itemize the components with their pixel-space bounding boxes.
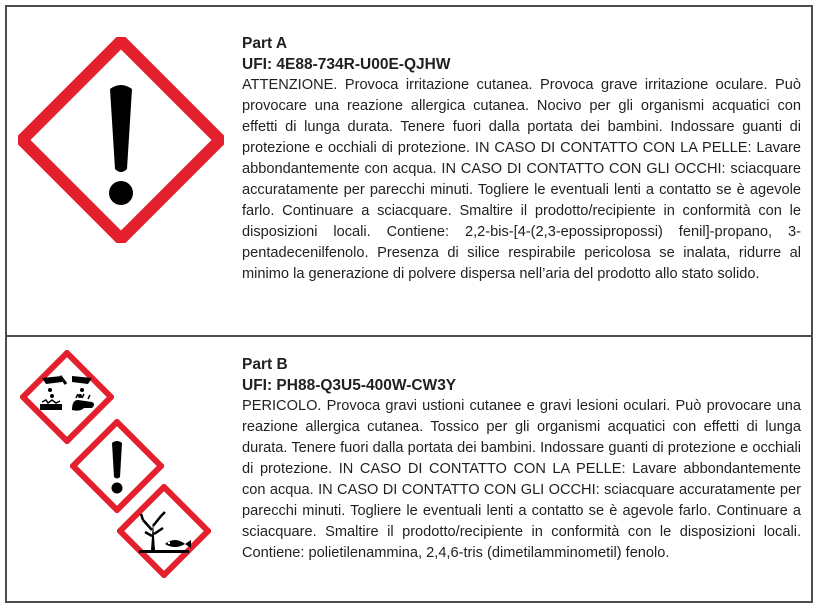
hazard-statement: ATTENZIONE. Provoca irritazione cutanea. Provoca grave irritazione oculare. Può provocare una reazione allergica cutanea. Nocivo per gli organismi acquatici con effetti di lunga durata. Tenere fuori dalla portata dei bambini. Indossare guanti di protezione e occhiali di protezione. IN CASO DI CONTATTO CON LA PELLE: Lavare abbondantemente con acqua. IN CASO DI CONTATTO CON GLI OCCHI: sciacquare accuratamente per parecchi minuti. Togliere le eventuali lenti a contatto se è agevole farlo. Continuare a sciacquare. Smaltire il prodotto/recipiente in conformità con le disposizioni locali. Contiene: 2,2-bis-[4-(2,3-epossipropossi) fenil]-propano, 3-pentadecenilfenolo. Presenza di silice respirabile pericolosa se inalata, ridurre al minimo la generazione di polvere dispersa nell’aria del prodotto allo stato solido.	[242, 77, 801, 282]
part-title: Part B	[242, 356, 288, 373]
hazard-statement: PERICOLO. Provoca gravi ustioni cutanee e gravi lesioni oculari. Può provocare una reazione allergica cutanea. Tossico per gli organismi acquatici con effetti di lunga durata. Tenere fuori dalla portata dei bambini. Indossare guanti di protezione e occhiali di protezione. IN CASO DI CONTATTO CON LA PELLE: Lavare abbondantemente con acqua. IN CASO DI CONTATTO CON GLI OCCHI: sciacquare accuratamente per parecchi minuti. Togliere le eventuali lenti a contatto se è agevole farlo. Continuare a sciacquare. Smaltire il prodotto/recipiente in conformità con le disposizioni locali. Contiene: polietilenammina, 2,4,6-tris (dimetilamminometil) fenolo.	[242, 398, 801, 561]
exclamation-mark-icon	[18, 37, 224, 243]
part-b-text-block	[242, 354, 801, 564]
part-b-section	[7, 337, 811, 603]
part-title: Part A	[242, 35, 288, 52]
environment-icon	[117, 484, 211, 578]
label-frame	[5, 5, 813, 603]
ufi-code: UFI: 4E88-734R-U00E-QJHW	[242, 56, 451, 73]
ufi-code: UFI: PH88-Q3U5-400W-CW3Y	[242, 377, 457, 394]
part-a-section	[7, 7, 811, 335]
part-a-text-block	[242, 33, 801, 285]
